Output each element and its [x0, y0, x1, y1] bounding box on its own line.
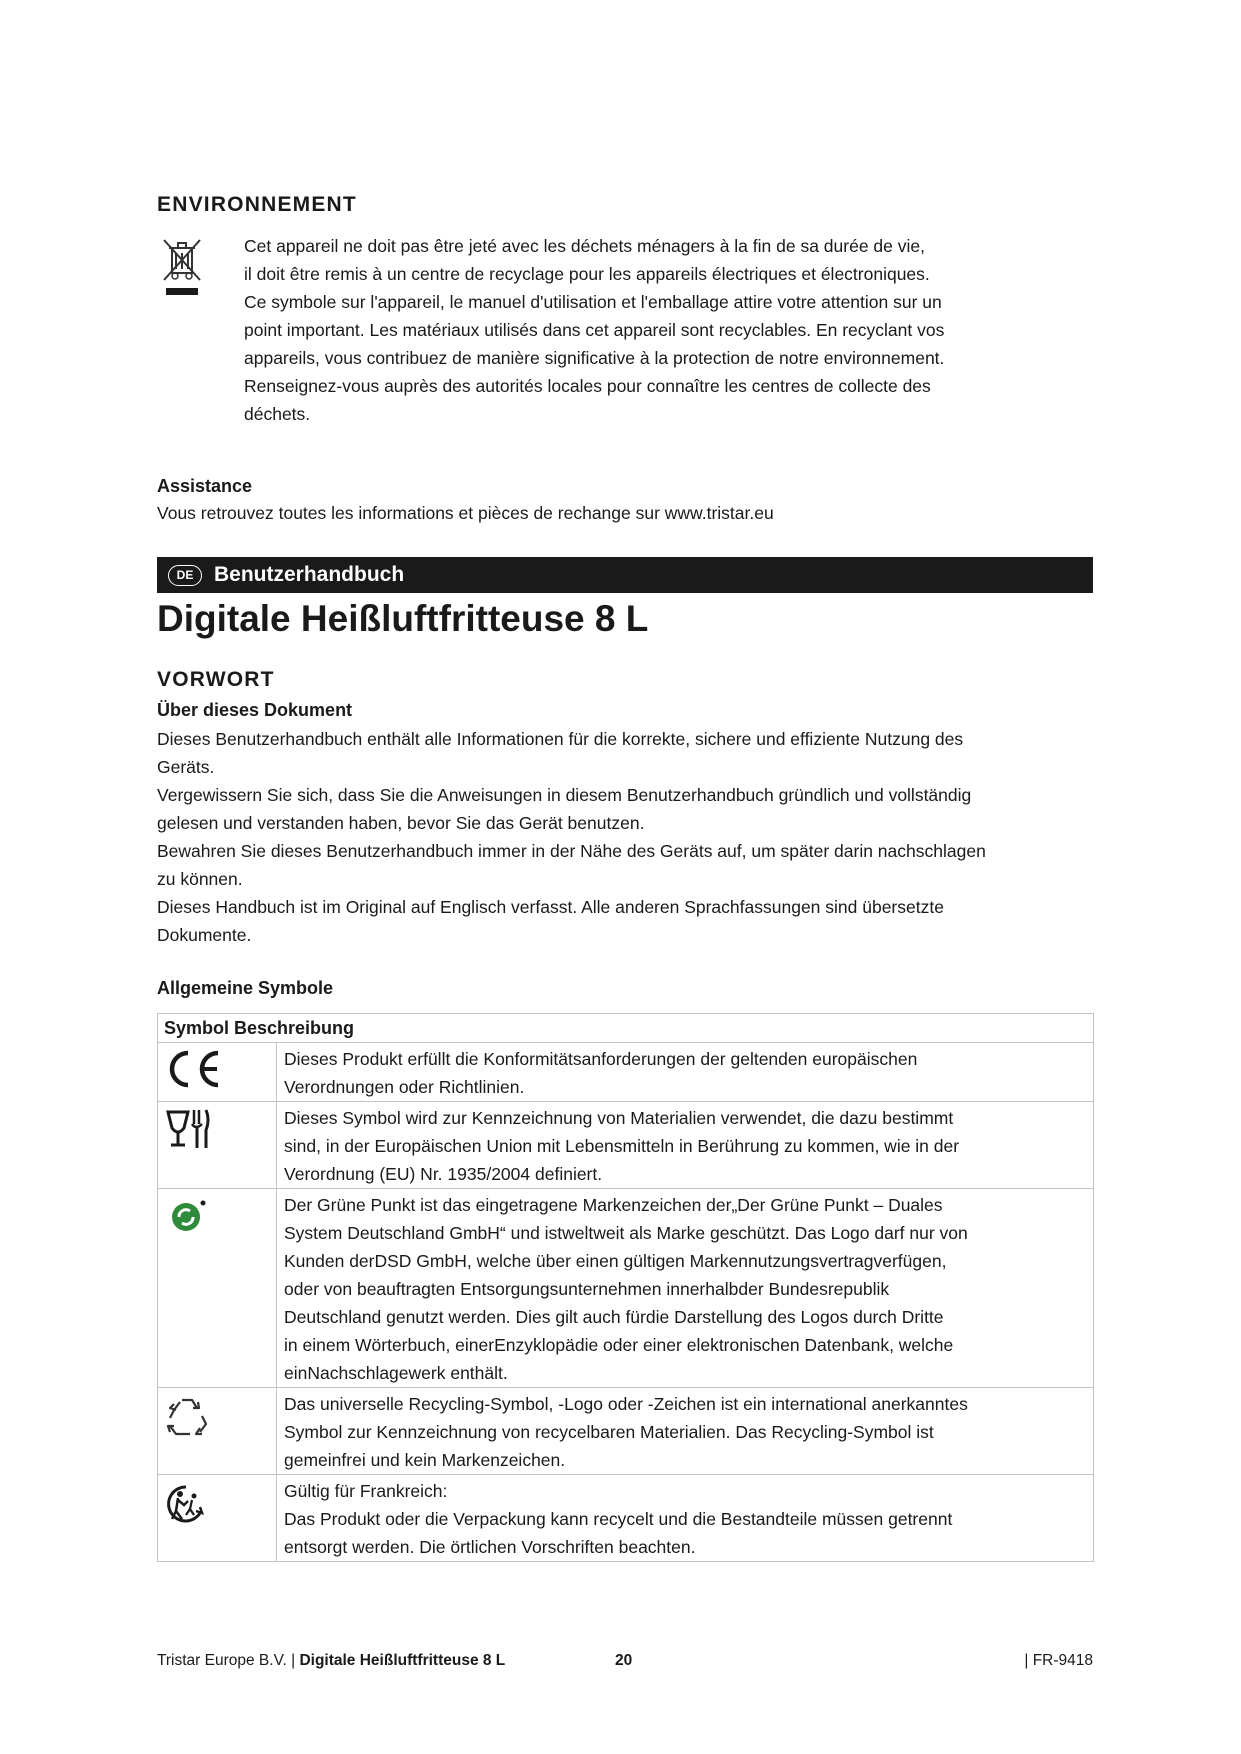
about-line: Dieses Benutzerhandbuch enthält alle Informationen für die korrekte, sichere und effiziente Nutzung des	[157, 729, 964, 749]
symbols-table	[157, 1013, 1094, 1562]
environment-heading: ENVIRONNEMENT	[157, 193, 357, 216]
table-header-row	[158, 1014, 1094, 1043]
environment-line: Renseignez-vous auprès des autorités locales pour connaître les centres de collecte des	[244, 376, 931, 396]
about-document-heading: Über dieses Dokument	[157, 700, 353, 720]
language-badge: DE	[168, 565, 202, 586]
environment-line: il doit être remis à un centre de recyclage pour les appareils électriques et électroniques.	[244, 264, 930, 284]
environment-line: Ce symbole sur l'appareil, le manuel d'utilisation et l'emballage attire votre attention sur un	[244, 292, 942, 312]
language-section-title: Benutzerhandbuch	[214, 563, 405, 586]
about-line: gelesen und verstanden haben, bevor Sie das Gerät benutzen.	[157, 813, 645, 833]
about-line: Bewahren Sie dieses Benutzerhandbuch immer in der Nähe des Geräts auf, um später darin nachschlagen	[157, 841, 986, 861]
about-line: Dokumente.	[157, 925, 252, 945]
green-dot-icon	[170, 1199, 208, 1233]
symbol-description-line: Verordnungen oder Richtlinien.	[284, 1077, 525, 1097]
footer-company: Tristar Europe B.V. |	[157, 1652, 300, 1669]
symbol-description-line: Das universelle Recycling-Symbol, -Logo oder -Zeichen ist ein international anerkanntes	[284, 1394, 968, 1414]
symbol-description-line: Dieses Symbol wird zur Kennzeichnung von Materialien verwendet, die dazu bestimmt	[284, 1108, 954, 1128]
food-contact-icon	[164, 1106, 212, 1152]
symbol-description-line: Kunden derDSD GmbH, welche über einen gültigen Markennutzungsvertragverfügen,	[284, 1251, 947, 1271]
triman-icon	[164, 1483, 208, 1525]
document-title: Digitale Heißluftfritteuse 8 L	[157, 598, 649, 639]
symbols-heading: Allgemeine Symbole	[157, 978, 334, 998]
environment-line: déchets.	[244, 404, 311, 424]
environment-line: Cet appareil ne doit pas être jeté avec les déchets ménagers à la fin de sa durée de vie,	[244, 236, 925, 256]
language-section-bar	[157, 557, 1093, 593]
symbol-description-line: Verordnung (EU) Nr. 1935/2004 definiert.	[284, 1164, 603, 1184]
ce-mark-icon	[164, 1047, 224, 1091]
about-document-text	[157, 725, 1093, 949]
symbol-description-line: Symbol zur Kennzeichnung von recycelbaren Materialien. Das Recycling-Symbol ist	[284, 1422, 934, 1442]
table-row	[158, 1043, 1094, 1102]
symbol-description-line: Das Produkt oder die Verpackung kann recycelt und die Bestandteile müssen getrennt	[284, 1509, 953, 1529]
symbol-description-line: in einem Wörterbuch, einerEnzyklopädie oder einer elektronischen Datenbank, welche	[284, 1335, 954, 1355]
page-number: 20	[615, 1652, 633, 1669]
footer-product: Digitale Heißluftfritteuse 8 L	[299, 1652, 506, 1669]
environment-line: appareils, vous contribuez de manière significative à la protection de notre environnement.	[244, 348, 945, 368]
footer-model: | FR-9418	[1024, 1652, 1093, 1669]
symbol-description-line: oder von beauftragten Entsorgungsunternehmen innerhalbder Bundesrepublik	[284, 1279, 890, 1299]
assistance-heading: Assistance	[157, 476, 253, 496]
symbol-description-line: Der Grüne Punkt ist das eingetragene Markenzeichen der„Der Grüne Punkt – Duales	[284, 1195, 943, 1215]
symbol-description-line: gemeinfrei und kein Markenzeichen.	[284, 1450, 566, 1470]
recycling-icon	[164, 1394, 210, 1438]
environment-text	[244, 232, 1084, 428]
preface-heading: VORWORT	[157, 668, 275, 691]
about-line: Geräts.	[157, 757, 215, 777]
symbol-description-line: System Deutschland GmbH“ und istweltweit als Marke geschützt. Das Logo darf nur von	[284, 1223, 968, 1243]
assistance-text: Vous retrouvez toutes les informations et pièces de rechange sur www.tristar.eu	[157, 503, 774, 523]
about-line: Vergewissern Sie sich, dass Sie die Anweisungen in diesem Benutzerhandbuch gründlich und vollständig	[157, 785, 972, 805]
environment-line: point important. Les matériaux utilisés dans cet appareil sont recyclables. En recyclant vos	[244, 320, 945, 340]
symbol-description-line: einNachschlagewerk enthält.	[284, 1363, 508, 1383]
table-row	[158, 1189, 1094, 1388]
about-line: Dieses Handbuch ist im Original auf Englisch verfasst. Alle anderen Sprachfassungen sind übersetzte	[157, 897, 944, 917]
weee-bin-icon	[161, 236, 203, 298]
table-row	[158, 1475, 1094, 1562]
symbol-description-line: Deutschland genutzt werden. Dies gilt auch fürdie Darstellung des Logos durch Dritte	[284, 1307, 944, 1327]
about-line: zu können.	[157, 869, 243, 889]
symbol-description-line: entsorgt werden. Die örtlichen Vorschriften beachten.	[284, 1537, 696, 1557]
table-row	[158, 1388, 1094, 1475]
table-row	[158, 1102, 1094, 1189]
table-header: Symbol Beschreibung	[158, 1014, 1094, 1043]
symbol-description-line: Gültig für Frankreich:	[284, 1481, 448, 1501]
symbol-description-line: sind, in der Europäischen Union mit Lebensmitteln in Berührung zu kommen, wie in der	[284, 1136, 960, 1156]
symbol-description-line: Dieses Produkt erfüllt die Konformitätsanforderungen der geltenden europäischen	[284, 1049, 918, 1069]
